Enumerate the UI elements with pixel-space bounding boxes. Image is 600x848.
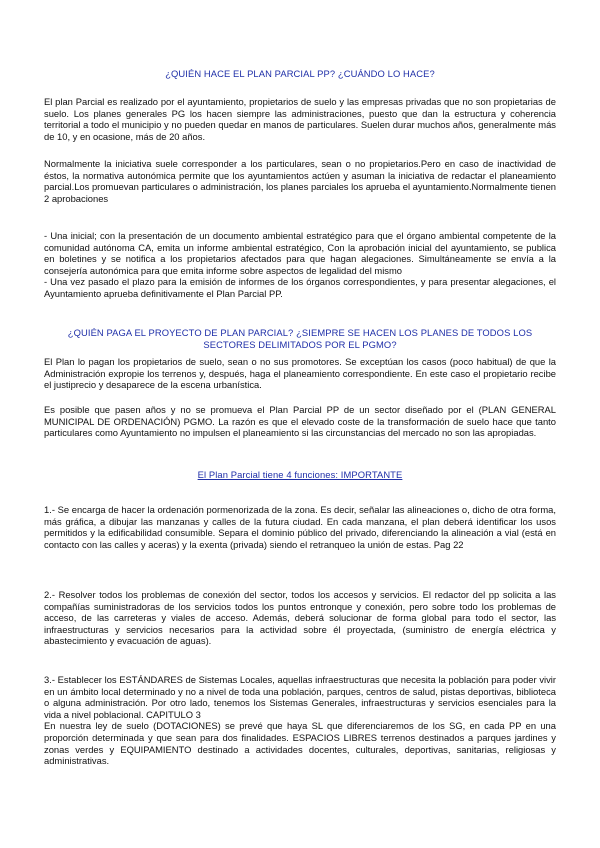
heading-funciones: El Plan Parcial tiene 4 funciones: IMPORTANTE (197, 469, 403, 480)
paragraph-funcion-2: 2.- Resolver todos los problemas de conexión del sector, todos los accesos y servicios. El redactor del pp solicita a las compañías suministradoras de los servicios todos los puntos entronque y conexión, pero sobre todo los problemas de acceso, de las carreteras y viales de acceso. Además, deberá solucionar de forma global para todo el sector, las infraestructuras y servicios necesarios para la actividad sobre él proyectada, (suministro de energía eléctrica y abastecimiento y evacuación de aguas). (44, 589, 556, 647)
paragraph-aprobaciones (44, 230, 556, 300)
aprobacion-definitiva: - Una vez pasado el plazo para la emisión de informes de los órganos correspondientes, y para presentar alegaciones, el Ayuntamiento aprueba definitivamente el Plan Parcial PP. (44, 276, 556, 299)
paragraph-quien-paga: El Plan lo pagan los propietarios de suelo, sean o no sus promotores. Se exceptúan los casos (poco habitual) de que la Administración expropie los terrenos y, después, haga el planeamiento correspondiente. En este caso el propietario recibe el justiprecio y desaparece de la escena urbanística. (44, 356, 556, 391)
paragraph-funcion-3 (44, 674, 556, 767)
paragraph-coste: Es posible que pasen años y no se promueva el Plan Parcial PP de un sector diseñado por el (PLAN GENERAL MUNICIPAL DE ORDENACIÓN) PGMO. La razón es que el elevado coste de la transformación de suelo hace que tanto particulares como Ayuntamiento no impulsen el planeamiento si las circunstancias del mercado no son las apropiadas. (44, 404, 556, 439)
heading-quien-hace: ¿QUIÉN HACE EL PLAN PARCIAL PP? ¿CUÁNDO LO HACE? (165, 68, 435, 79)
funcion-3-dotaciones: En nuestra ley de suelo (DOTACIONES) se prevé que haya SL que diferenciaremos de los SG, en cada PP en una proporción determinada y que sean para dos finalidades. ESPACIOS LIBRES terrenos destinados a parques jardines y zonas verdes y EQUIPAMIENTO destinado a actividades docentes, culturales, deportivas, sanitarias, religiosas y administrativas. (44, 720, 556, 767)
heading-quien-paga: ¿QUIÉN PAGA EL PROYECTO DE PLAN PARCIAL? ¿SIEMPRE SE HACEN LOS PLANES DE TODOS LOS SECTORES DELIMITADOS POR EL PGMO? (67, 327, 533, 350)
paragraph-funcion-1: 1.- Se encarga de hacer la ordenación pormenorizada de la zona. Es decir, señalar las alineaciones o, dicho de otra forma, más gráfica, a dibujar las manzanas y calles de la futura ciudad. En cada manzana, el plan deberá identificar los usos permitidos y la edificabilidad consumible. Separa el dominio público del privado, diferenciando la alineación a vial (está en contacto con las calles y aceras) y la exenta (privada) siendo el retranqueo la unión de estas. Pag 22 (44, 504, 556, 550)
funcion-3-estandares: 3.- Establecer los ESTÁNDARES de Sistemas Locales, aquellas infraestructuras que necesita la población para poder vivir en un ámbito local determinado y no a nivel de toda una población, parques, centros de salud, pistas deportivas, biblioteca o alguna administración. Por otro lado, tenemos los Sistemas Generales, infraestructuras y servicios esenciales para la vida a nivel poblacional. CAPITULO 3 (44, 674, 556, 720)
paragraph-quien-realiza: El plan Parcial es realizado por el ayuntamiento, propietarios de suelo y las empresas privadas que no son propietarias de suelo. Los planes generales PG los hacen siempre las administraciones, puesto que dan la estructura y coherencia territorial a todo el municipio y no pueden quedar en manos de particulares. Suelen durar muchos años, generalmente más de 10, y en ocasione, más de 20 años. (44, 96, 556, 142)
aprobacion-inicial: - Una inicial; con la presentación de un documento ambiental estratégico para que el órgano ambiental competente de la comunidad autónoma CA, emita un informe ambiental estratégico, Con la aprobación inicial del ayuntamiento, se publica en boletines y se notifica a los propietarios afectados para que hagan alegaciones. Simultáneamente se envía a la consejería autonómica para que emita informe sobre aspectos de legalidad del mismo (44, 230, 556, 276)
paragraph-iniciativa: Normalmente la iniciativa suele corresponder a los particulares, sean o no propietarios.Pero en caso de inactividad de éstos, la normativa autonómica permite que los ayuntamientos actúen y asuman la iniciativa de redactar el planeamiento parcial.Los promuevan particulares o administración, los planes parciales los aprueba el ayuntamiento.Normalmente tienen 2 aprobaciones (44, 158, 556, 204)
